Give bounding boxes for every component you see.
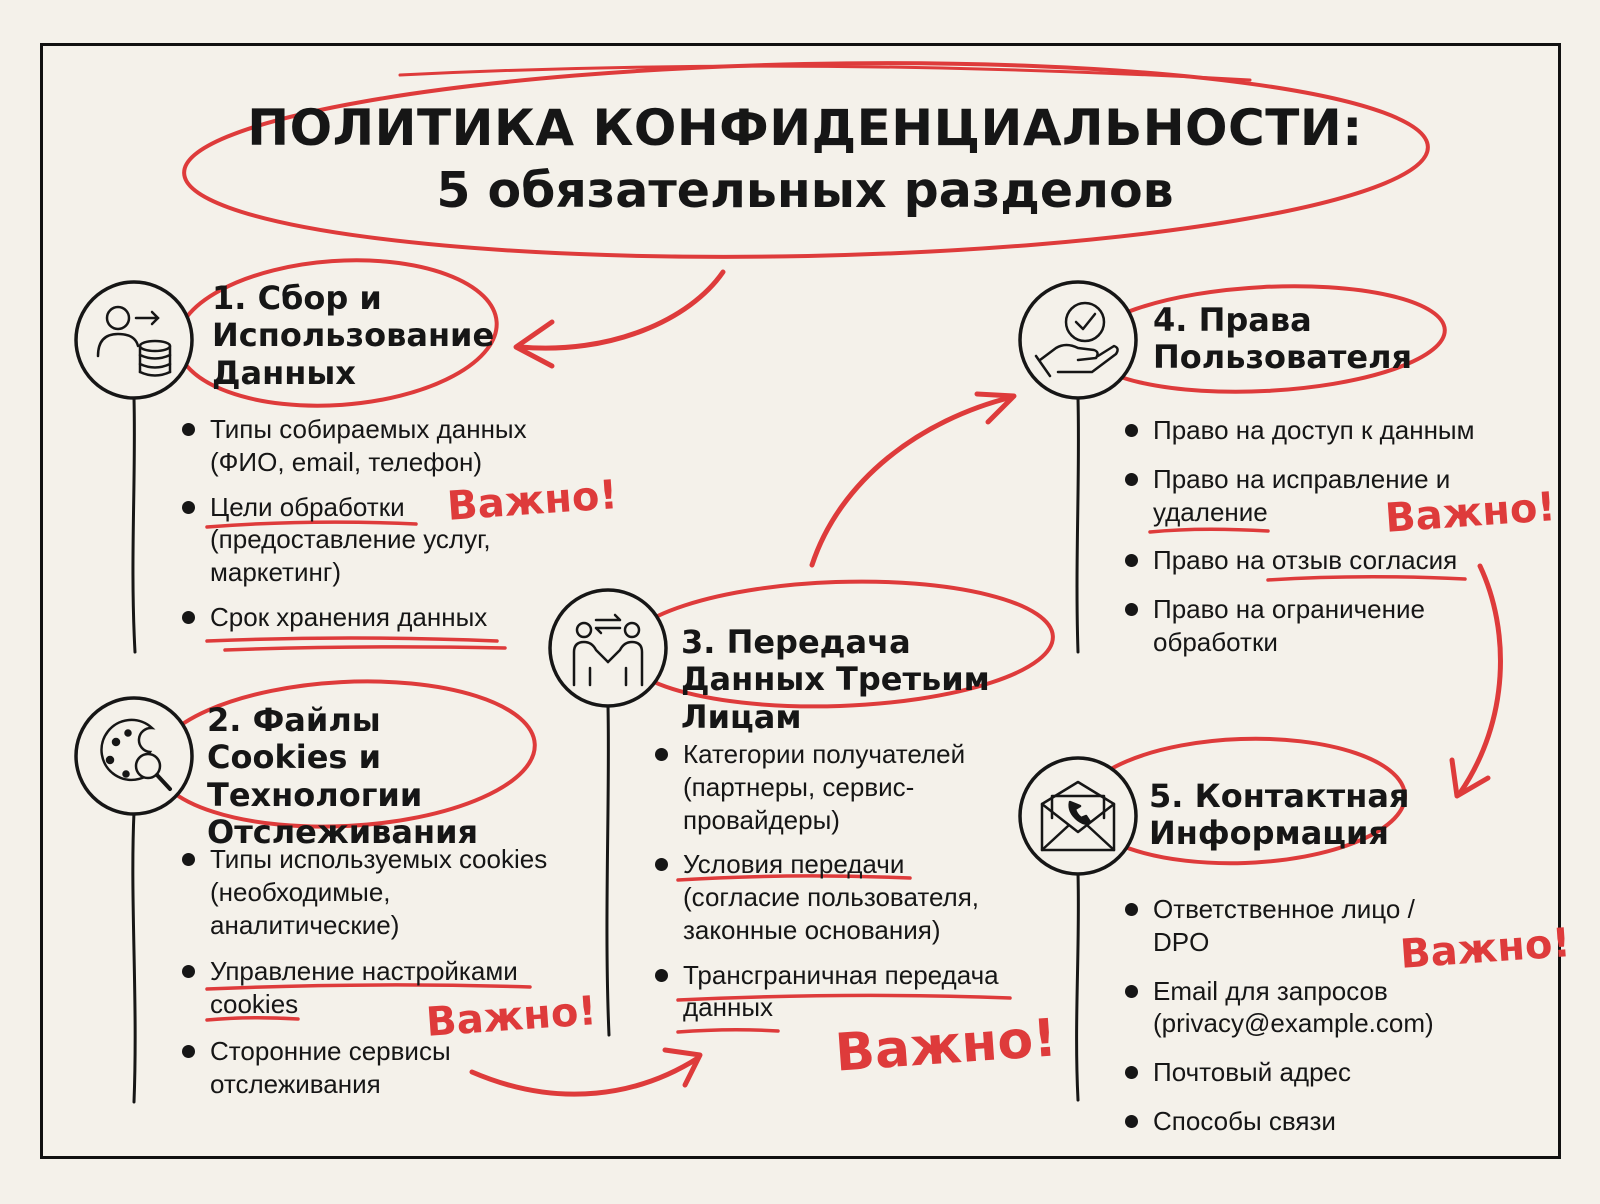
section-1-item-1: Типы собираемых данных (ФИО, email, телефон) [182,413,542,479]
section-1-item-2: Цели обработки (предоставление услуг, маркетинг) [182,491,542,589]
section-5-item-4: Способы связи [1125,1105,1465,1138]
section-1-item-3: Срок хранения данных [182,601,542,634]
section-5-title: 5. Контактная Информация [1149,777,1410,853]
section-4-item-2: Право на исправление и удаление [1125,463,1483,529]
section-3-item-2: Условия передачи (согласие пользователя, законные основания) [655,848,1005,946]
page-title [180,96,1430,223]
section-2-list [182,843,552,1100]
section-4-item-3: Право на отзыв согласия [1125,544,1505,577]
section-3-item-3: Трансграничная передача данных [655,959,1005,1025]
section-2-item-2: Управление настройками cookies [182,955,530,1021]
page-title-line-1: ПОЛИТИКА КОНФИДЕНЦИАЛЬНОСТИ: [247,99,1363,157]
section-1-title: 1. Сбор и Использование Данных [212,279,495,392]
section-3-title: 3. Передача Данных Третьим Лицам [681,623,990,736]
important-label-5: Важно! [1398,920,1573,978]
important-label-1: Важно! [445,472,620,530]
section-4-title: 4. Права Пользователя [1153,301,1413,377]
section-3-item-1: Категории получателей (партнеры, сервис-провайдеры) [655,738,993,836]
section-2-title: 2. Файлы Cookies и Технологии Отслеживания [207,701,479,852]
important-label-2: Важно! [424,988,599,1046]
important-label-4: Важно! [1383,484,1558,542]
section-2-item-1: Типы используемых cookies (необходимые, аналитические) [182,843,552,941]
section-5-item-1: Ответственное лицо / DPO [1125,893,1465,959]
section-5-item-2: Email для запросов (privacy@example.com) [1125,975,1443,1041]
section-5-list [1125,893,1465,1138]
section-3-list [655,738,1005,1024]
section-5-item-3: Почтовый адрес [1125,1056,1465,1089]
section-4-item-1: Право на доступ к данным [1125,414,1505,447]
page-title-line-2: 5 обязательных разделов [436,162,1174,219]
important-label-3: Важно! [833,1008,1059,1084]
section-4-item-4: Право на ограничение обработки [1125,593,1463,659]
section-2-item-3: Сторонние сервисы отслеживания [182,1035,470,1101]
